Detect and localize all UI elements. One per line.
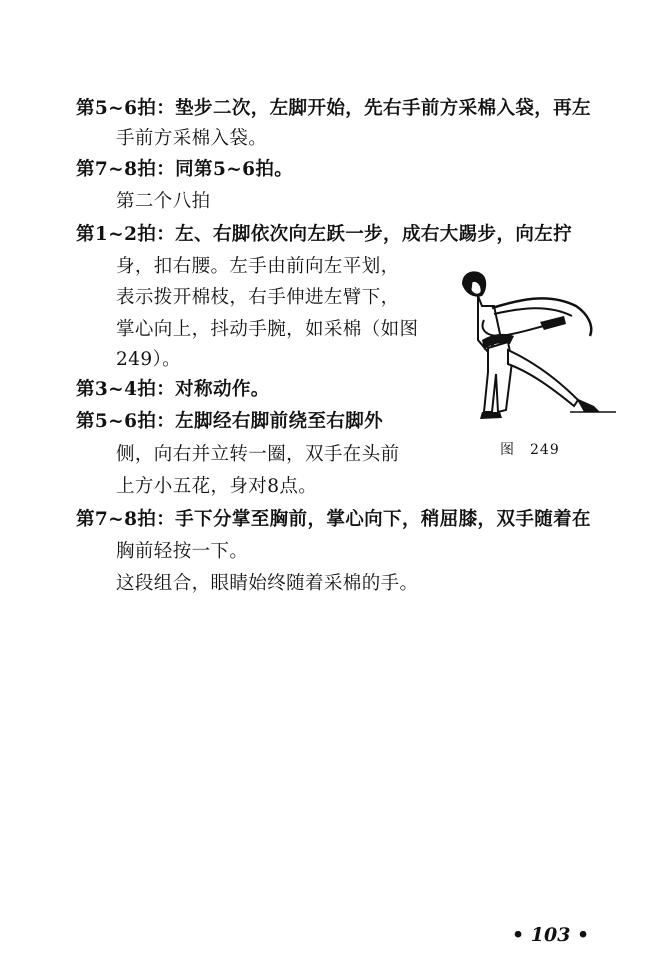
text-line: 这段组合，眼睛始终随着采棉的手。	[116, 573, 419, 594]
text-line: 第7~8拍：手下分掌至胸前，掌心向下，稍屈膝，双手随着在	[76, 509, 591, 530]
page-number: • 103 •	[512, 924, 590, 946]
figure-caption: 图 249	[500, 442, 560, 458]
text-line: 249）。	[116, 349, 182, 370]
text-line: 第3~4拍：对称动作。	[76, 379, 270, 400]
text-line: 第7~8拍：同第5~6拍。	[76, 159, 294, 180]
dancer-illustration-icon	[448, 262, 624, 432]
text-line: 身，扣右腰。左手由前向左平划，	[116, 256, 400, 277]
text-line: 第5~6拍：垫步二次，左脚开始，先右手前方采棉入袋，再左	[76, 98, 591, 119]
text-line: 侧，向右并立转一圈，双手在头前	[116, 444, 400, 465]
section-heading: 第二个八拍	[116, 191, 211, 212]
text-line: 掌心向上，抖动手腕，如采棉（如图	[116, 319, 419, 340]
text-line: 胸前轻按一下。	[116, 541, 249, 562]
text-line: 第5~6拍：左脚经右脚前绕至右脚外	[76, 411, 384, 432]
text-line: 上方小五花，身对8点。	[116, 476, 318, 497]
text-line: 表示拨开棉枝，右手伸进左臂下，	[116, 287, 400, 308]
text-line: 手前方采棉入袋。	[116, 128, 268, 149]
text-line: 第1~2拍：左、右脚依次向左跃一步，成右大踢步，向左拧	[76, 224, 573, 245]
